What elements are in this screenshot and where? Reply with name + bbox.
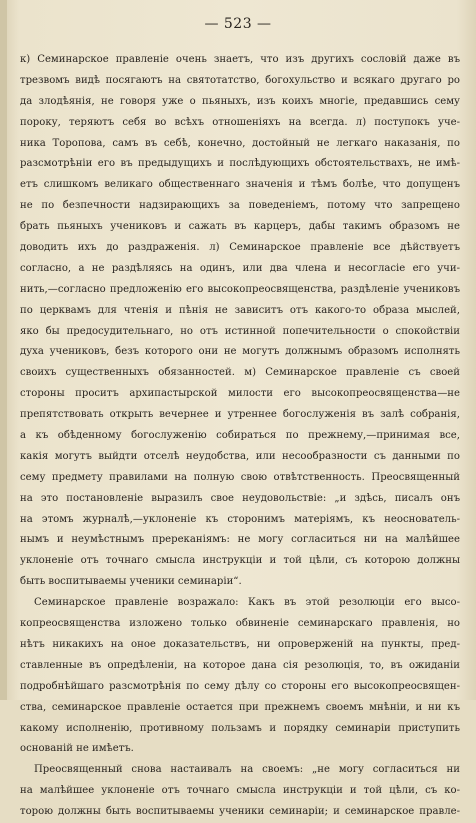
body-text — [20, 50, 460, 823]
text-line: етъ слишкомъ великаго общественнаго значенія и тѣмъ болѣе, что допущенъ — [20, 179, 460, 191]
text-line: ства, семинарское правленіе остается при прежнемъ своемъ мнѣніи, и ни къ — [20, 701, 460, 713]
text-line: духа учениковъ, безъ которого они не могутъ должнымъ образомъ исполнять — [20, 346, 460, 358]
text-line: какому исполненію, противному пользамъ и порядку семинаріи приступить — [20, 722, 460, 734]
text-line: препятствовать открыть вечернее и утреннее богослуженія въ залѣ собранія, — [20, 409, 460, 421]
page-binding-edge — [0, 0, 7, 700]
text-line: ника Торопова, самъ въ себѣ, конечно, достойный не легкаго наказанія, по — [20, 137, 460, 149]
text-line: нѣтъ никакихъ на оное доказательствъ, ни опроверженій на пункты, пред- — [20, 638, 460, 650]
text-line: не по безпечности надзирающихъ за поведеніемъ, потому что запрещено — [20, 200, 460, 212]
text-line: уклоненіе отъ точнаго смысла инструкціи и той цѣли, съ которою должны — [20, 555, 460, 567]
text-line: на малѣйшее уклоненіе отъ точнаго смысла инструкціи и той цѣли, съ ко- — [20, 785, 460, 797]
text-line: подробнѣйшаго разсмотрѣнія по сему дѣлу со стороны его высокопреосвящен- — [20, 680, 460, 692]
text-line: согласно, а не раздѣляясь на одинъ, или два члена и несогласіе его учи- — [20, 262, 460, 274]
text-line: да злодѣянія, не говоря уже о пьяныхъ, изъ коихъ многіе, предавшись сему — [20, 95, 460, 107]
text-line: своихъ существенныхъ обязанностей. м) Семинарское правленіе съ своей — [20, 367, 460, 379]
text-line: Семинарское правленіе возражало: Какъ въ этой резолюціи его высо- — [34, 597, 460, 609]
text-line: трезвомъ видѣ посягаютъ на святотатство, богохульство и всякаго другаго ро — [20, 74, 460, 86]
text-line: по церквамъ для чтенія и пѣнія не зависитъ отъ какого-то образа мыслей, — [20, 304, 460, 316]
page-number: — 523 — — [204, 16, 272, 32]
text-line: пороку, теряютъ себя во всѣхъ отношеніяхъ на всегда. л) поступокъ уче- — [20, 116, 460, 128]
text-line: яко бы предосудительнаго, но отъ истинной попечительности о спокойствіи — [20, 325, 460, 337]
text-line: основаній не имѣетъ. — [20, 743, 134, 755]
text-line: нить,—согласно предложенію его высокопреосвященства, раздѣленіе учениковъ — [20, 283, 460, 295]
text-line: к) Семинарское правленіе очень знаетъ, что изъ другихъ сословій даже въ — [20, 54, 460, 65]
text-line: копреосвященства изложено только обвиненіе семинарскаго правленія, но — [20, 618, 460, 630]
text-line: ставленные въ опредѣленіи, на которое дана сія резолюція, то, въ ожиданіи — [20, 659, 460, 671]
text-line: нымъ и неумѣстнымъ пререканіямъ: не могу согласиться ни на малѣйшее — [20, 534, 460, 546]
text-line: брать пьяныхъ учениковъ и сажать въ карцеръ, дабы такимъ образомъ не — [20, 221, 460, 233]
text-line: а къ обѣденному богослуженію собираться по прежнему,—принимая все, — [20, 430, 460, 442]
text-line: Преосвященный снова настаивалъ на своемъ: „не могу согласиться ни — [34, 764, 460, 776]
text-line: разсмотрѣніи его въ предыдущихъ и послѣдующихъ обстоятельствахъ, не имѣ- — [20, 158, 460, 170]
text-line: на этомъ журналѣ,—уклоненіе къ сторонимъ матеріямъ, къ неоснователь- — [20, 513, 460, 525]
text-line: сему предмету правилами на полную свою отвѣтственность. Преосвященный — [20, 471, 460, 483]
text-line: доводить ихъ до раздраженія. л) Семинарское правленіе все дѣйствуетъ — [20, 242, 460, 254]
text-line: быть воспитываемы ученики семинаріи“. — [20, 576, 242, 588]
text-line: стороны проситъ архипастырской милости его высокопреосвященства—не — [20, 388, 460, 400]
text-line: на это постановленіе выразилъ свое неудовольствіе: „и здѣсь, писалъ онъ — [20, 492, 460, 504]
text-line: торою должны быть воспитываемы ученики семинаріи; и семинарское правле- — [20, 806, 460, 818]
text-line: какія могутъ выйдти отселѣ неудобства, или несообразности съ данными по — [20, 450, 460, 462]
